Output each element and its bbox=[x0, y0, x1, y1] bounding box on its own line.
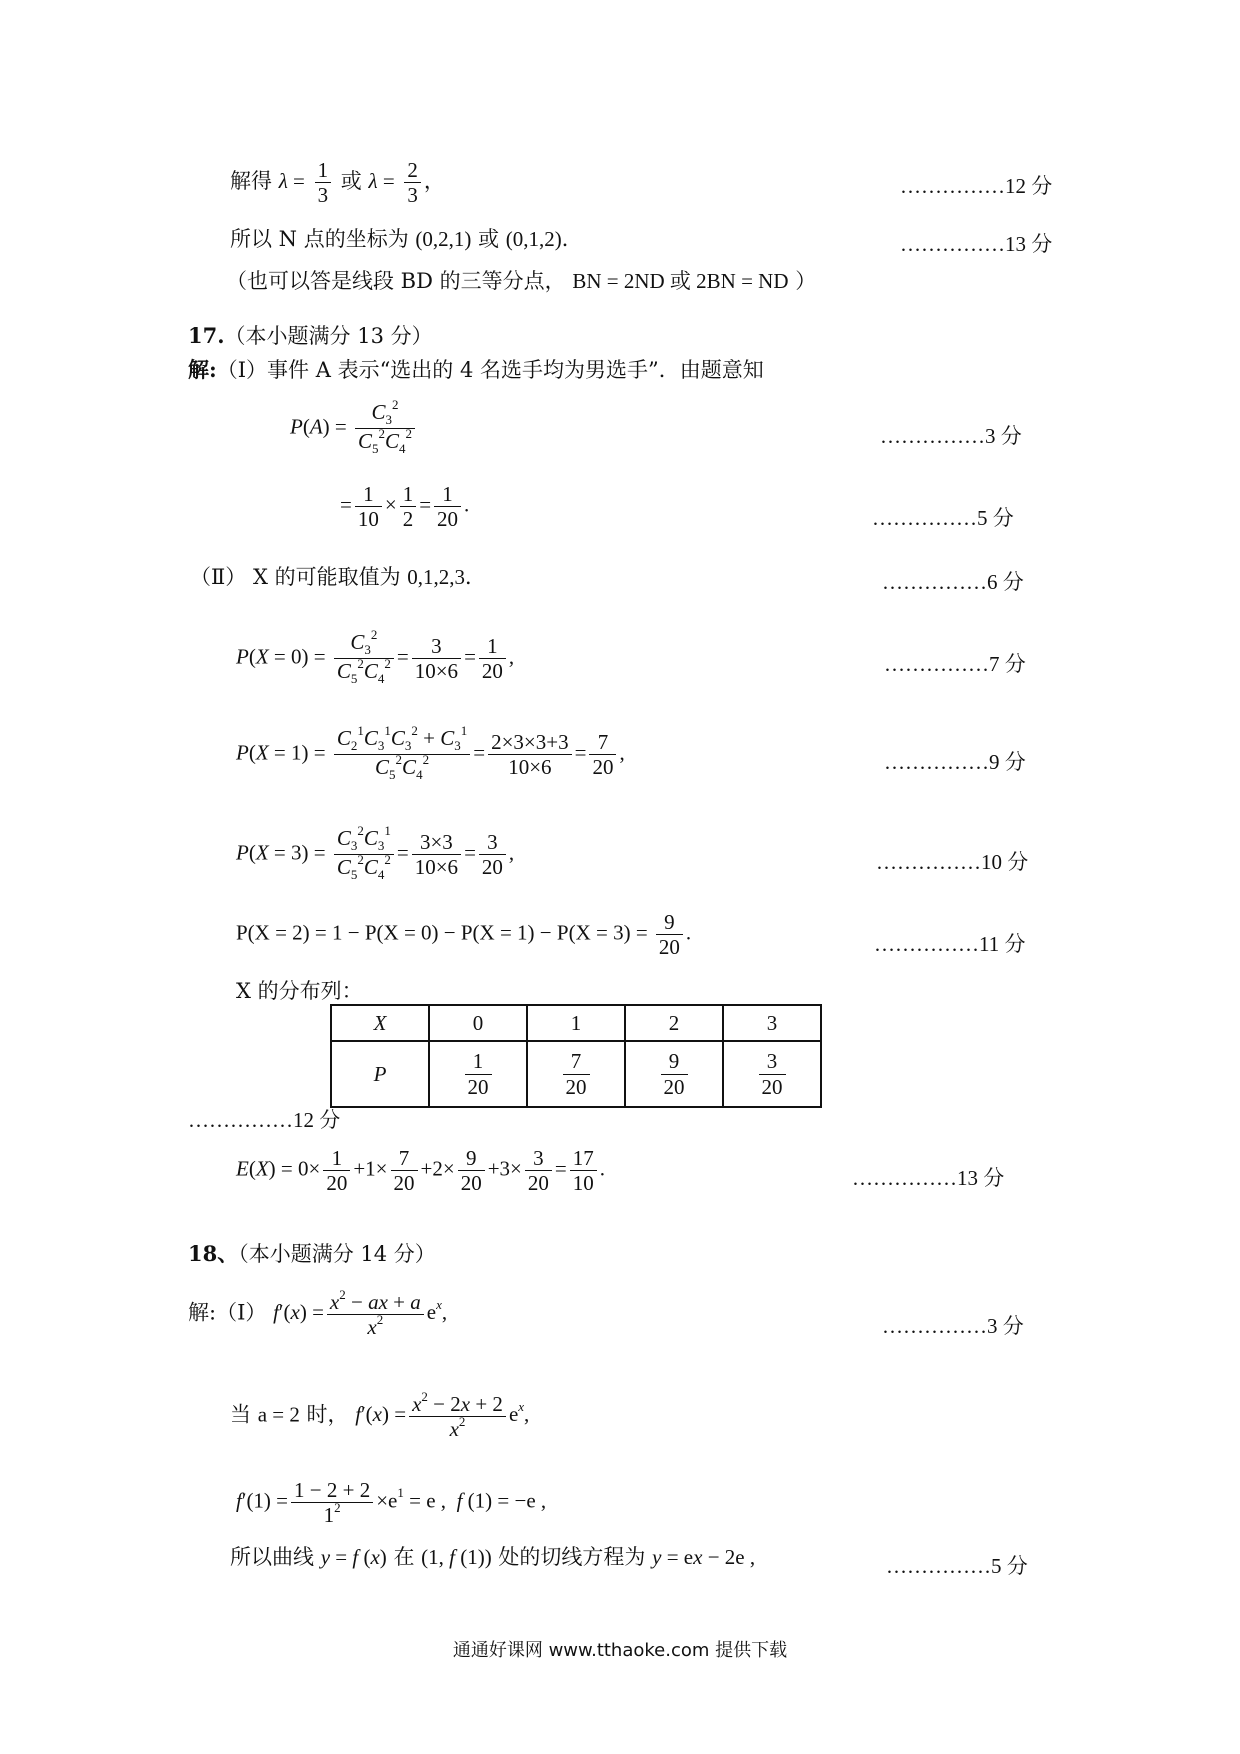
table-cell: P bbox=[331, 1041, 429, 1107]
numerator: 7 bbox=[563, 1049, 590, 1074]
score-13b: ……………13 分 bbox=[852, 1166, 1005, 1190]
text: （Ⅰ） bbox=[216, 1300, 267, 1325]
line-alt-answer bbox=[226, 268, 816, 295]
score-5: ……………5 分 bbox=[872, 506, 1014, 530]
table-row bbox=[331, 1005, 821, 1041]
math: (0,2,1) bbox=[415, 227, 472, 251]
line-n-coords bbox=[230, 226, 583, 253]
score-12: ……………12 分 bbox=[900, 174, 1053, 198]
numerator: 3 bbox=[759, 1049, 786, 1074]
table-cell bbox=[429, 1041, 527, 1107]
text: 解: bbox=[188, 357, 217, 382]
table-cell: 1 bbox=[527, 1005, 625, 1041]
score-10: ……………10 分 bbox=[876, 850, 1029, 874]
text: 或 bbox=[340, 169, 362, 194]
text: 解得 bbox=[230, 169, 272, 194]
distribution-table bbox=[330, 1004, 822, 1108]
text: 17. bbox=[188, 323, 225, 348]
text: （Ⅰ）事件 A 表示“选出的 4 名选手均为男选手”．由题意知 bbox=[216, 358, 764, 382]
denominator: 20 bbox=[467, 1074, 489, 1099]
math: BN = 2ND 或 2BN = ND bbox=[572, 269, 789, 293]
score-12b: ……………12 分 bbox=[188, 1108, 341, 1132]
text: ） bbox=[795, 269, 817, 293]
denominator: 20 bbox=[565, 1074, 587, 1099]
denominator: 20 bbox=[761, 1074, 783, 1099]
text: 在 bbox=[393, 1545, 415, 1569]
denominator: 20 bbox=[663, 1074, 685, 1099]
table-cell: X bbox=[331, 1005, 429, 1041]
text: （Ⅱ） X 的可能取值为 bbox=[190, 565, 401, 589]
numerator: 9 bbox=[661, 1049, 688, 1074]
text: 当 bbox=[230, 1402, 251, 1427]
q17-p2: P(X = 2) = 1 − P(X = 0) − P(X = 1) − P(X = 3) = $\frac{9}{20}$ . bbox=[236, 910, 692, 960]
table-cell bbox=[723, 1041, 821, 1107]
table-cell: 0 bbox=[429, 1005, 527, 1041]
q18-tangent: 所以曲线 y = f (x) 在 (1, f (1)) 处的切线方程为 y = ex − 2e , bbox=[230, 1545, 756, 1569]
q17-part1 bbox=[188, 356, 764, 384]
table-cell bbox=[527, 1041, 625, 1107]
score-7: ……………7 分 bbox=[884, 652, 1026, 676]
text: 处的切线方程为 bbox=[498, 1545, 646, 1569]
score-5b: ……………5 分 bbox=[886, 1554, 1028, 1578]
math: 0,1,2,3． bbox=[407, 565, 487, 589]
text: 所以曲线 bbox=[230, 1545, 314, 1569]
text: 或 bbox=[478, 227, 500, 251]
line-solve-lambda: 解得 λ = $\frac{1}{3}$ 或 λ = $\frac{2}{3}$ ， bbox=[230, 158, 445, 208]
text: （本小题满分 13 分） bbox=[224, 324, 433, 348]
q17-dist-label bbox=[236, 978, 363, 1005]
q18-f1: f′(1) = $\frac{1 - 2 + 2}{1^2}$ $\times e^1 = e$ , f (1) = −e , bbox=[236, 1478, 547, 1528]
score-9: ……………9 分 bbox=[884, 750, 1026, 774]
table-cell: 3 bbox=[723, 1005, 821, 1041]
q18-heading bbox=[188, 1240, 436, 1268]
math: (0,1,2)． bbox=[505, 227, 583, 251]
score-3: ……………3 分 bbox=[880, 424, 1022, 448]
text: 解: bbox=[188, 1300, 217, 1325]
text: 时， bbox=[306, 1402, 349, 1427]
score-3b: ……………3 分 bbox=[882, 1314, 1024, 1338]
q17-part2 bbox=[190, 564, 486, 591]
q17-p3: P(X = 3) = $\frac{C_3^2C_3^1}{C_5^2C_4^2}$ = $\frac{3\times 3}{10\times 6}$ = $\frac{3}{20}$ , bbox=[236, 823, 515, 883]
table-cell bbox=[625, 1041, 723, 1107]
numerator: 1 bbox=[465, 1049, 492, 1074]
q17-expectation: E(X) = 0× $\frac{1}{20}$ +1× $\frac{7}{20}$ +2× $\frac{9}{20}$ +3× $\frac{3}{20}$ = $\frac{17}{10}$ . bbox=[236, 1146, 605, 1196]
math: P(X = 2) = 1 − P(X = 0) − P(X = 1) − P(X = 3) = bbox=[236, 920, 648, 945]
text: （也可以答是线段 BD 的三等分点， bbox=[226, 269, 566, 293]
q18-when-a2: 当 a = 2 时， f′(x) = $\frac{x^2 - 2x + 2}{x^2}$ $e^x$, bbox=[230, 1389, 530, 1442]
text: X 的分布列： bbox=[236, 979, 363, 1003]
text: 18、 bbox=[188, 1241, 239, 1266]
table-cell: 2 bbox=[625, 1005, 723, 1041]
q17-p0: P(X = 0) = $\frac{C_3^2}{C_5^2C_4^2}$ = $\frac{3}{10\times 6}$ = $\frac{1}{20}$ , bbox=[236, 627, 515, 687]
q17-pa2: = $\frac{1}{10}$ × $\frac{1}{2}$ = $\frac{1}{20}$ . bbox=[340, 482, 470, 532]
math: a = 2 bbox=[257, 1402, 300, 1427]
q17-p1: P(X = 1) = $\frac{C_2^1C_3^1C_3^2 + C_3^1}{C_5^2C_4^2}$ = $\frac{2\times 3\times 3+3}{10\times 6}$ = $\frac{7}{20}$ , bbox=[236, 723, 625, 783]
q17-pa: P(A) = $\frac{C_3^2}{C_5^2C_4^2}$ bbox=[290, 400, 418, 457]
score-6: ……………6 分 bbox=[882, 570, 1024, 594]
table-row bbox=[331, 1041, 821, 1107]
q18-fprime: 解:（Ⅰ） f′(x) = $\frac{x^2 - ax + a}{x^2}$ $e^x$, bbox=[188, 1287, 448, 1340]
score-11: ……………11 分 bbox=[874, 932, 1026, 956]
score-13: ……………13 分 bbox=[900, 232, 1053, 256]
footer: 通通好课网 www.tthaoke.com 提供下载 bbox=[452, 1640, 788, 1661]
text: 所以 N 点的坐标为 bbox=[230, 227, 409, 251]
q17-heading bbox=[188, 322, 433, 350]
text: （本小题满分 14 分） bbox=[238, 1242, 436, 1266]
